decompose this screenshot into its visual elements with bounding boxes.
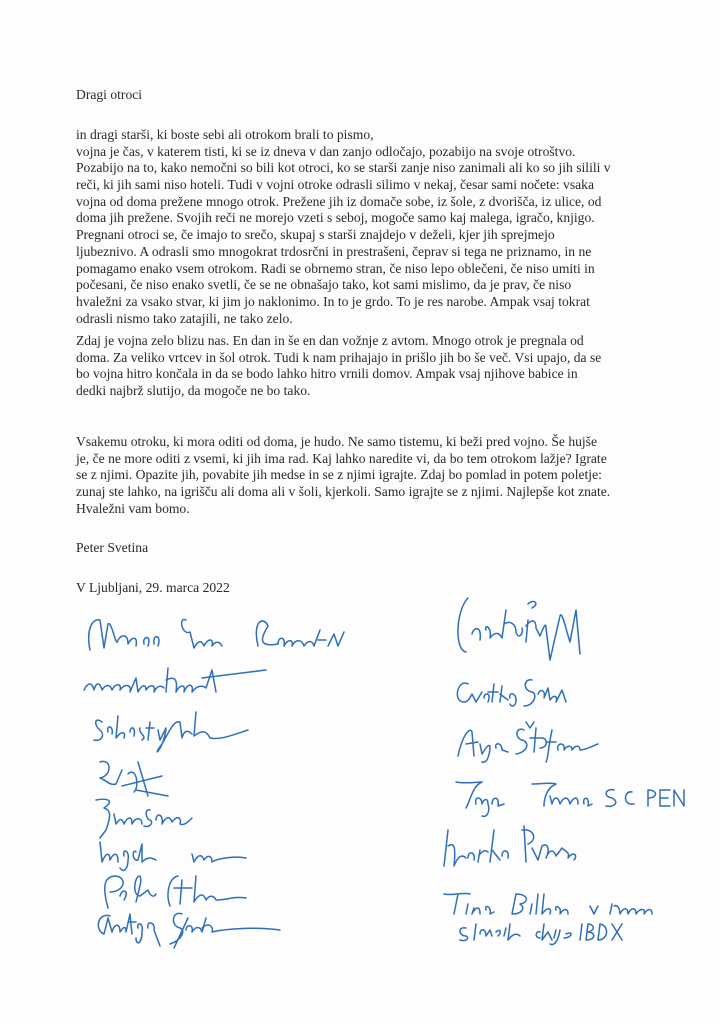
signature-mina-mar-horvat — [80, 660, 300, 705]
signature-right-1 — [450, 590, 650, 675]
text-line: vojna od doma prežene mnogo otrok. Prežene jih iz domače sobe, iz šole, z dvorišča, iz ulice, od — [76, 193, 602, 209]
signature-tina-bilban-ibby — [440, 886, 680, 951]
text-line: Zdaj je vojna zelo blizu nas. En dan in še en dan vožnje z avtom. Mnogo otrok je pregnala od — [76, 333, 584, 348]
text-line: dedki najbrž slutijo, da mogoče ne bo tako. — [76, 383, 311, 399]
text-line: Pregnani otroci se, če imajo to srečo, skupaj s starši znajdejo v deželi, kjer jih sprejmejo — [76, 227, 555, 243]
signature-anja-stefan — [452, 716, 622, 771]
text-line: in dragi starši, ki boste sebi ali otrokom brali to pismo, — [76, 127, 374, 142]
text-line: Pozabijo na to, kako nemočni so bili kot otroci, ko se starši zanje niso zanimali ali ko so jih silili v — [76, 160, 611, 176]
text-line: doma jih prežene. Svojih reči ne morejo vzeti s seboj, mogoče samo kaj malega, igračo, knjigo. — [76, 210, 595, 226]
text-line: doma. Za veliko vrtcev in šol otrok. Tudi k nam prihajajo in prišlo jih bo še več. Vsi upajo, da se — [76, 349, 602, 365]
text-line: pomagamo enako vsem otrokom. Radi se obrnemo stran, če niso lepo oblečeni, če niso umiti in — [76, 260, 595, 276]
text-line: ljubeznivo. A odrasli smo mnogokrat trdosrčni in prestrašeni, čeprav si tega ne priznamo, in ne — [76, 243, 592, 259]
text-line: bo vojna hitro končala in da se bodo lahko hitro vrnili domov. Ampak vsaj njihove babice in — [76, 366, 578, 382]
paragraph-1 — [76, 127, 611, 327]
paragraph-2 — [76, 333, 601, 400]
place-date: V Ljubljani, 29. marca 2022 — [76, 580, 230, 595]
paragraph-3 — [76, 434, 610, 517]
signature-marko-kravos — [438, 822, 608, 877]
signature-tanja-tuma-sc-pen — [452, 776, 692, 821]
text-line: vojna je čas, v katerem tisti, ki se iz dneva v dan zanjo odločajo, pozabijo na svoje otroštvo. — [76, 143, 576, 159]
text-line: počesani, če niso enako svetli, če se ne obnašajo tako, kot sami mislimo, da je prav, če niso — [76, 277, 572, 293]
text-line: odrasli nismo tako zatajili, ne tako zelo. — [76, 310, 293, 326]
text-line: Hvaležni vam bomo. — [76, 500, 190, 516]
text-line: Vsakemu otroku, ki mora oditi od doma, je hudo. Ne samo tistemu, ki beži pred vojno. Še hujše — [76, 434, 598, 449]
signature-natasa-konc-lorenzutti — [82, 610, 402, 665]
signature-cvetka-sokolov — [450, 672, 610, 717]
text-line: hvaležni za vsako stvar, ki jim jo naklonimo. In to je grdo. To je res narobe. Ampak vsaj tokrat — [76, 293, 590, 309]
author-name: Peter Svetina — [76, 540, 149, 555]
signature-matija-sonbar — [90, 900, 310, 955]
text-line: zunaj ste lahko, na igrišču ali doma ali v šoli, kjerkoli. Samo igrajte se z njimi. Najlepše kot znate. — [76, 484, 611, 500]
salutation: Dragi otroci — [76, 87, 143, 102]
text-line: se z njimi. Opazite jih, povabite jih medse in se z njimi igrajte. Zdaj bo pomlad in potem poletje: — [76, 467, 602, 483]
text-line: reči, ki jih sami niso hoteli. Tudi v vojni otroke odrasli silimo v nekaj, česar sami nočete: vsaka — [76, 177, 594, 193]
text-line: je, če ne more oditi z vsemi, ki jih ima rad. Kaj lahko naredite vi, da bo tem otrokom lažje? Igrate — [76, 450, 607, 466]
